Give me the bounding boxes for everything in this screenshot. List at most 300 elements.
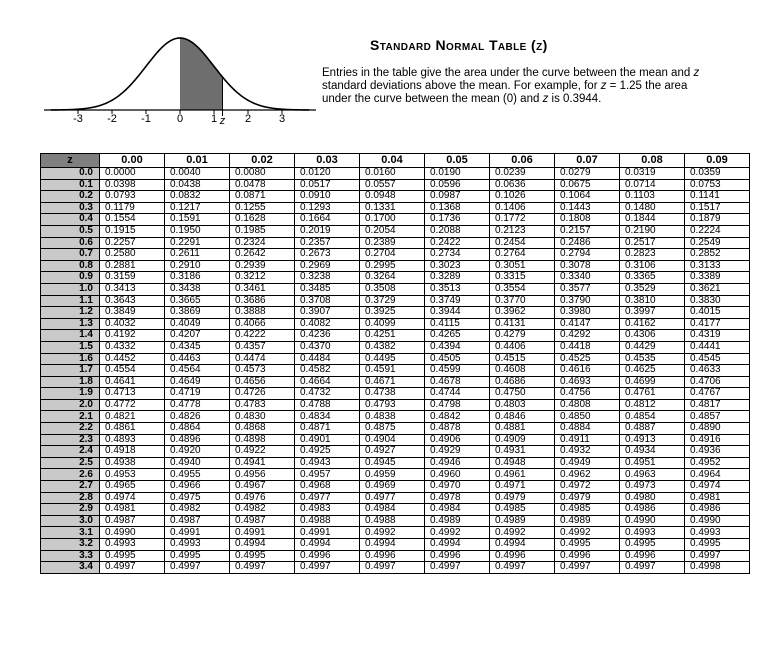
row-z-value: 0.1 [41,179,100,191]
table-cell: 0.4994 [425,539,490,551]
table-cell: 0.4925 [295,446,360,458]
table-cell: 0.4761 [620,388,685,400]
table-cell: 0.3729 [360,295,425,307]
row-z-value: 3.0 [41,515,100,527]
table-cell: 0.4922 [230,446,295,458]
table-cell: 0.3770 [490,295,555,307]
table-cell: 0.3315 [490,272,555,284]
table-cell: 0.4878 [425,423,490,435]
table-cell: 0.3485 [295,283,360,295]
table-cell: 0.2852 [685,249,750,261]
table-cell: 0.4987 [165,515,230,527]
table-row [41,202,750,214]
table-cell: 0.2881 [100,260,165,272]
table-cell: 0.1700 [360,214,425,226]
table-cell: 0.4719 [165,388,230,400]
table-cell: 0.4972 [555,481,620,493]
table-cell: 0.0040 [165,168,230,180]
shaded-area [180,38,223,110]
table-cell: 0.4997 [230,562,295,574]
table-cell: 0.4990 [620,515,685,527]
table-row [41,249,750,261]
table-cell: 0.4991 [230,527,295,539]
table-cell: 0.0910 [295,191,360,203]
table-cell: 0.4996 [360,550,425,562]
table-row [41,411,750,423]
table-cell: 0.1950 [165,225,230,237]
table-row [41,469,750,481]
table-cell: 0.4997 [165,562,230,574]
table-cell: 0.3159 [100,272,165,284]
table-row [41,283,750,295]
table-cell: 0.4981 [685,492,750,504]
table-cell: 0.1772 [490,214,555,226]
table-cell: 0.4974 [100,492,165,504]
table-cell: 0.2357 [295,237,360,249]
description-text: is 0.3944. [548,93,602,105]
column-header: 0.04 [360,154,425,168]
table-cell: 0.4545 [685,353,750,365]
table-cell: 0.0398 [100,179,165,191]
table-cell: 0.0120 [295,168,360,180]
table-cell: 0.4953 [100,469,165,481]
row-z-value: 2.2 [41,423,100,435]
table-cell: 0.4962 [555,469,620,481]
row-z-value: 0.2 [41,191,100,203]
table-cell: 0.4990 [100,527,165,539]
table-cell: 0.2764 [490,249,555,261]
table-cell: 0.4911 [555,434,620,446]
table-cell: 0.4974 [685,481,750,493]
table-cell: 0.2673 [295,249,360,261]
table-cell: 0.4783 [230,399,295,411]
table-cell: 0.4207 [165,330,230,342]
row-z-value: 2.7 [41,481,100,493]
table-cell: 0.4916 [685,434,750,446]
table-cell: 0.4989 [425,515,490,527]
table-cell: 0.1179 [100,202,165,214]
table-cell: 0.3513 [425,283,490,295]
table-cell: 0.4834 [295,411,360,423]
z-column-header: z [41,154,100,168]
description-z: z [542,93,549,105]
table-cell: 0.4938 [100,457,165,469]
table-cell: 0.4988 [360,515,425,527]
table-cell: 0.4979 [490,492,555,504]
table-cell: 0.0948 [360,191,425,203]
table-cell: 0.4936 [685,446,750,458]
table-cell: 0.2969 [295,260,360,272]
table-cell: 0.4993 [685,527,750,539]
table-cell: 0.1026 [490,191,555,203]
row-z-value: 0.5 [41,225,100,237]
table-cell: 0.4968 [295,481,360,493]
table-cell: 0.4875 [360,423,425,435]
table-cell: 0.4826 [165,411,230,423]
table-cell: 0.2517 [620,237,685,249]
table-cell: 0.4582 [295,365,360,377]
table-cell: 0.4971 [490,481,555,493]
table-cell: 0.4726 [230,388,295,400]
table-cell: 0.0987 [425,191,490,203]
table-row [41,330,750,342]
table-cell: 0.4713 [100,388,165,400]
table-cell: 0.4861 [100,423,165,435]
table-cell: 0.3133 [685,260,750,272]
table-cell: 0.0832 [165,191,230,203]
table-cell: 0.4750 [490,388,555,400]
table-cell: 0.2910 [165,260,230,272]
normal-curve-figure [40,30,320,135]
table-cell: 0.4846 [490,411,555,423]
table-cell: 0.2939 [230,260,295,272]
table-cell: 0.1480 [620,202,685,214]
table-cell: 0.2123 [490,225,555,237]
table-cell: 0.4966 [165,481,230,493]
table-cell: 0.4616 [555,365,620,377]
table-cell: 0.4793 [360,399,425,411]
axis-tick-label: -2 [107,113,117,125]
row-z-value: 3.4 [41,562,100,574]
table-cell: 0.4633 [685,365,750,377]
table-cell: 0.4864 [165,423,230,435]
table-cell: 0.4370 [295,341,360,353]
table-cell: 0.4898 [230,434,295,446]
table-cell: 0.4998 [685,562,750,574]
table-cell: 0.4992 [360,527,425,539]
table-cell: 0.4920 [165,446,230,458]
row-z-value: 1.3 [41,318,100,330]
table-row [41,179,750,191]
table-row [41,191,750,203]
table-cell: 0.4452 [100,353,165,365]
table-cell: 0.4812 [620,399,685,411]
row-z-value: 2.8 [41,492,100,504]
table-cell: 0.0478 [230,179,295,191]
table-cell: 0.4990 [685,515,750,527]
table-cell: 0.4929 [425,446,490,458]
table-cell: 0.3289 [425,272,490,284]
table-cell: 0.4345 [165,341,230,353]
table-cell: 0.4967 [230,481,295,493]
table-cell: 0.4706 [685,376,750,388]
row-z-value: 3.1 [41,527,100,539]
table-cell: 0.4671 [360,376,425,388]
table-cell: 0.4817 [685,399,750,411]
table-cell: 0.4850 [555,411,620,423]
table-cell: 0.4997 [490,562,555,574]
column-header: 0.01 [165,154,230,168]
table-cell: 0.4015 [685,307,750,319]
column-header: 0.07 [555,154,620,168]
table-header-row [41,154,750,168]
table-cell: 0.4505 [425,353,490,365]
description-z: z [600,80,607,92]
table-cell: 0.0080 [230,168,295,180]
table-cell: 0.3980 [555,307,620,319]
page-title: Standard Normal Table (z) [370,37,548,53]
table-cell: 0.2704 [360,249,425,261]
table-cell: 0.1517 [685,202,750,214]
table-cell: 0.4319 [685,330,750,342]
table-cell: 0.4993 [165,539,230,551]
table-cell: 0.1628 [230,214,295,226]
table-cell: 0.4573 [230,365,295,377]
table-cell: 0.4969 [360,481,425,493]
table-cell: 0.4995 [555,539,620,551]
table-cell: 0.4474 [230,353,295,365]
table-cell: 0.4463 [165,353,230,365]
table-cell: 0.4997 [425,562,490,574]
table-row [41,492,750,504]
table-cell: 0.4881 [490,423,555,435]
table-row [41,550,750,562]
table-cell: 0.3577 [555,283,620,295]
table-cell: 0.4997 [555,562,620,574]
table-cell: 0.1141 [685,191,750,203]
table-cell: 0.3106 [620,260,685,272]
table-cell: 0.3340 [555,272,620,284]
table-cell: 0.3051 [490,260,555,272]
table-cell: 0.4973 [620,481,685,493]
table-cell: 0.4778 [165,399,230,411]
axis-tick-label: 1 [210,113,218,125]
table-cell: 0.4982 [230,504,295,516]
table-cell: 0.4985 [555,504,620,516]
row-z-value: 3.2 [41,539,100,551]
table-cell: 0.2291 [165,237,230,249]
table-cell: 0.3212 [230,272,295,284]
table-cell: 0.4418 [555,341,620,353]
table-cell: 0.1443 [555,202,620,214]
table-cell: 0.4429 [620,341,685,353]
table-cell: 0.4664 [295,376,360,388]
table-cell: 0.4995 [685,539,750,551]
table-cell: 0.2389 [360,237,425,249]
table-row [41,307,750,319]
table-cell: 0.4988 [295,515,360,527]
table-cell: 0.2794 [555,249,620,261]
row-z-value: 2.9 [41,504,100,516]
table-cell: 0.4987 [230,515,295,527]
table-cell: 0.4995 [230,550,295,562]
table-cell: 0.4993 [620,527,685,539]
table-cell: 0.3529 [620,283,685,295]
table-cell: 0.4788 [295,399,360,411]
row-z-value: 2.6 [41,469,100,481]
table-cell: 0.1331 [360,202,425,214]
axis-tick-label: -1 [141,113,151,125]
table-cell: 0.4931 [490,446,555,458]
table-cell: 0.1554 [100,214,165,226]
table-cell: 0.3461 [230,283,295,295]
table-cell: 0.4887 [620,423,685,435]
table-cell: 0.4957 [295,469,360,481]
table-cell: 0.3790 [555,295,620,307]
table-cell: 0.3925 [360,307,425,319]
table-cell: 0.3869 [165,307,230,319]
table-row [41,272,750,284]
table-row [41,457,750,469]
table-cell: 0.0557 [360,179,425,191]
table-cell: 0.3365 [620,272,685,284]
table-cell: 0.4441 [685,341,750,353]
row-z-value: 0.8 [41,260,100,272]
table-cell: 0.0000 [100,168,165,180]
column-header: 0.08 [620,154,685,168]
table-cell: 0.4893 [100,434,165,446]
table-cell: 0.4994 [360,539,425,551]
table-cell: 0.4251 [360,330,425,342]
table-cell: 0.4960 [425,469,490,481]
table-cell: 0.4896 [165,434,230,446]
table-cell: 0.4983 [295,504,360,516]
table-cell: 0.4591 [360,365,425,377]
table-cell: 0.3186 [165,272,230,284]
row-z-value: 0.7 [41,249,100,261]
table-cell: 0.4306 [620,330,685,342]
table-row [41,423,750,435]
table-cell: 0.3749 [425,295,490,307]
table-cell: 0.4890 [685,423,750,435]
row-z-value: 2.0 [41,399,100,411]
row-z-value: 0.9 [41,272,100,284]
table-row [41,318,750,330]
description-text: = 1.25 the area under the curve between the mean (0) and [322,80,688,105]
table-cell: 0.4535 [620,353,685,365]
table-cell: 0.3997 [620,307,685,319]
table-cell: 0.1985 [230,225,295,237]
table-cell: 0.2734 [425,249,490,261]
table-cell: 0.2257 [100,237,165,249]
table-cell: 0.4838 [360,411,425,423]
table-cell: 0.1217 [165,202,230,214]
table-cell: 0.4732 [295,388,360,400]
table-cell: 0.4192 [100,330,165,342]
table-cell: 0.4830 [230,411,295,423]
table-cell: 0.4162 [620,318,685,330]
table-cell: 0.4995 [100,550,165,562]
table-cell: 0.3238 [295,272,360,284]
table-cell: 0.4868 [230,423,295,435]
table-cell: 0.4992 [490,527,555,539]
table-cell: 0.3508 [360,283,425,295]
table-cell: 0.4382 [360,341,425,353]
table-cell: 0.3023 [425,260,490,272]
table-cell: 0.0239 [490,168,555,180]
table-cell: 0.4854 [620,411,685,423]
table-cell: 0.1736 [425,214,490,226]
row-z-value: 0.4 [41,214,100,226]
table-cell: 0.4871 [295,423,360,435]
table-row [41,376,750,388]
table-cell: 0.0636 [490,179,555,191]
table-cell: 0.1879 [685,214,750,226]
table-cell: 0.2823 [620,249,685,261]
table-cell: 0.4984 [360,504,425,516]
table-cell: 0.2157 [555,225,620,237]
table-cell: 0.4857 [685,411,750,423]
table-row [41,365,750,377]
table-cell: 0.4986 [685,504,750,516]
table-row [41,515,750,527]
table-cell: 0.4995 [165,550,230,562]
table-cell: 0.4599 [425,365,490,377]
table-cell: 0.4981 [100,504,165,516]
table-cell: 0.4995 [620,539,685,551]
table-cell: 0.4941 [230,457,295,469]
table-cell: 0.3849 [100,307,165,319]
row-z-value: 3.3 [41,550,100,562]
description-text: Entries in the table give the area under the curve between the mean and [322,67,694,79]
table-cell: 0.2019 [295,225,360,237]
row-z-value: 2.5 [41,457,100,469]
table-cell: 0.4686 [490,376,555,388]
table-cell: 0.2324 [230,237,295,249]
table-cell: 0.4994 [490,539,555,551]
table-cell: 0.1915 [100,225,165,237]
table-cell: 0.3888 [230,307,295,319]
table-cell: 0.0190 [425,168,490,180]
table-cell: 0.2486 [555,237,620,249]
table-row [41,353,750,365]
row-z-value: 2.3 [41,434,100,446]
table-cell: 0.4943 [295,457,360,469]
table-cell: 0.4554 [100,365,165,377]
table-cell: 0.4989 [555,515,620,527]
table-cell: 0.4997 [100,562,165,574]
table-cell: 0.4177 [685,318,750,330]
table-cell: 0.0675 [555,179,620,191]
table-cell: 0.4222 [230,330,295,342]
table-cell: 0.4948 [490,457,555,469]
table-cell: 0.1664 [295,214,360,226]
table-cell: 0.4976 [230,492,295,504]
table-cell: 0.2190 [620,225,685,237]
table-cell: 0.4099 [360,318,425,330]
table-cell: 0.1103 [620,191,685,203]
table-cell: 0.4964 [685,469,750,481]
table-cell: 0.4049 [165,318,230,330]
table-cell: 0.4955 [165,469,230,481]
row-z-value: 1.1 [41,295,100,307]
table-cell: 0.4032 [100,318,165,330]
table-cell: 0.4744 [425,388,490,400]
table-description [322,67,712,106]
table-cell: 0.3708 [295,295,360,307]
table-cell: 0.4991 [165,527,230,539]
table-row [41,562,750,574]
table-cell: 0.4693 [555,376,620,388]
column-header: 0.00 [100,154,165,168]
table-cell: 0.4977 [360,492,425,504]
table-cell: 0.2549 [685,237,750,249]
table-cell: 0.4884 [555,423,620,435]
axis-tick-label: 2 [244,113,252,125]
table-cell: 0.4131 [490,318,555,330]
table-cell: 0.3962 [490,307,555,319]
table-cell: 0.4082 [295,318,360,330]
table-body [41,168,750,574]
table-cell: 0.4525 [555,353,620,365]
row-z-value: 1.7 [41,365,100,377]
table-cell: 0.3621 [685,283,750,295]
description-text: standard deviations above the mean. For example, for [322,80,601,92]
table-cell: 0.4906 [425,434,490,446]
table-cell: 0.0793 [100,191,165,203]
table-cell: 0.4997 [360,562,425,574]
table-cell: 0.4996 [620,550,685,562]
